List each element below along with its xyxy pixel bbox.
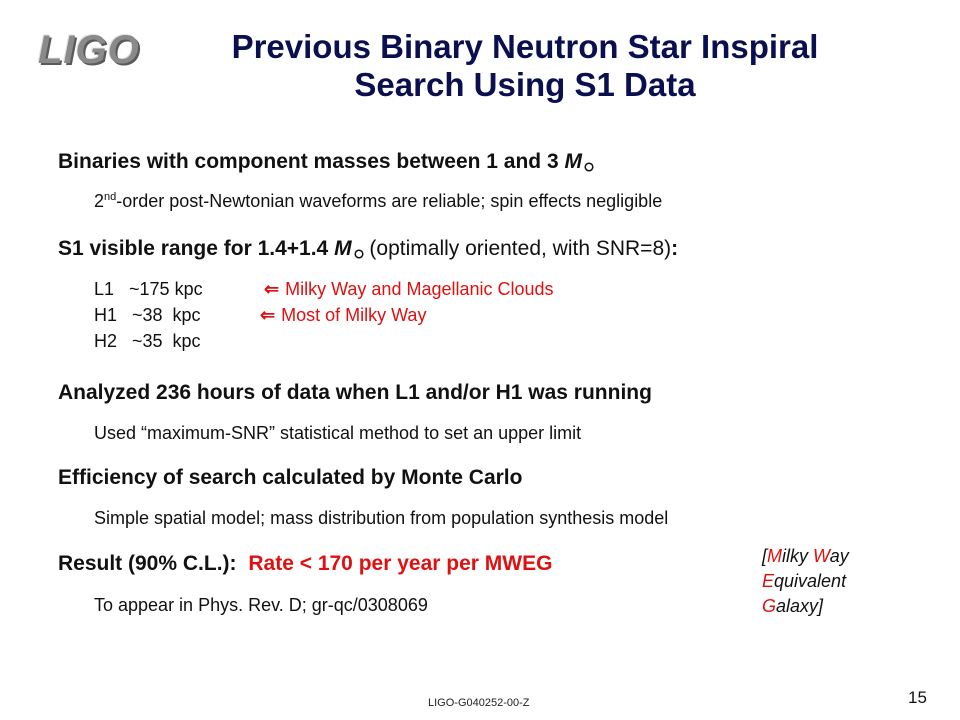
bullet-analyzed: Analyzed 236 hours of data when L1 and/or H1 was running xyxy=(58,381,652,404)
ligo-logo: LIGO xyxy=(38,28,140,72)
sun-symbol-icon xyxy=(584,162,594,172)
bullet-efficiency-sub: Simple spatial model; mass distribution from population synthesis model xyxy=(94,508,669,528)
range-note: Most of Milky Way xyxy=(281,305,427,325)
waveform-note: -order post-Newtonian waveforms are reliable; spin effects negligible xyxy=(116,191,663,211)
title-line-2: Search Using S1 Data xyxy=(354,66,696,103)
range-line-h2 xyxy=(94,328,554,354)
range-line-l1 xyxy=(94,276,554,302)
bullet-analyzed-sub: Used “maximum-SNR” statistical method to set an upper limit xyxy=(94,423,582,443)
order-number: 2 xyxy=(94,191,105,211)
left-arrow-icon: ⇐ xyxy=(260,305,276,325)
result-value: Rate < 170 per year per MWEG xyxy=(248,552,553,575)
range-list xyxy=(94,276,554,354)
document-id: LIGO-G040252-00-Z xyxy=(428,697,530,709)
range-condition: (optimally oriented, with SNR=8) xyxy=(369,237,672,260)
page-number: 15 xyxy=(908,688,927,707)
mass-symbol: M xyxy=(334,237,352,260)
bullet-result xyxy=(58,552,552,576)
bullet-masses-sub xyxy=(94,188,662,214)
sun-symbol-icon xyxy=(354,249,364,259)
title-line-1: Previous Binary Neutron Star Inspiral xyxy=(231,28,819,65)
bullet-result-sub: To appear in Phys. Rev. D; gr-qc/0308069 xyxy=(94,595,428,615)
range-label: H2 ~35 kpc xyxy=(94,331,201,351)
range-label: L1 ~175 kpc xyxy=(94,279,203,299)
range-label: H1 ~38 kpc xyxy=(94,305,201,325)
bullet-masses-text: Binaries with component masses between 1 and 3 xyxy=(58,150,559,173)
range-note: Milky Way and Magellanic Clouds xyxy=(285,279,554,299)
bullet-range: S1 visible range for 1.4+1.4 M (optimally oriented, with SNR=8): xyxy=(58,237,679,260)
mweg-note: [Milky Way Equivalent Galaxy] xyxy=(762,546,849,616)
bullet-range-text: S1 visible range for 1.4+1.4 xyxy=(58,237,329,260)
bullet-masses xyxy=(58,150,594,174)
slide-title xyxy=(160,28,890,104)
result-label: Result (90% C.L.): xyxy=(58,552,237,575)
bullet-efficiency: Efficiency of search calculated by Monte Carlo xyxy=(58,466,523,489)
range-line-h1 xyxy=(94,302,554,328)
left-arrow-icon: ⇐ xyxy=(264,279,280,299)
mass-symbol: M xyxy=(564,150,582,173)
order-suffix: nd xyxy=(104,191,117,203)
